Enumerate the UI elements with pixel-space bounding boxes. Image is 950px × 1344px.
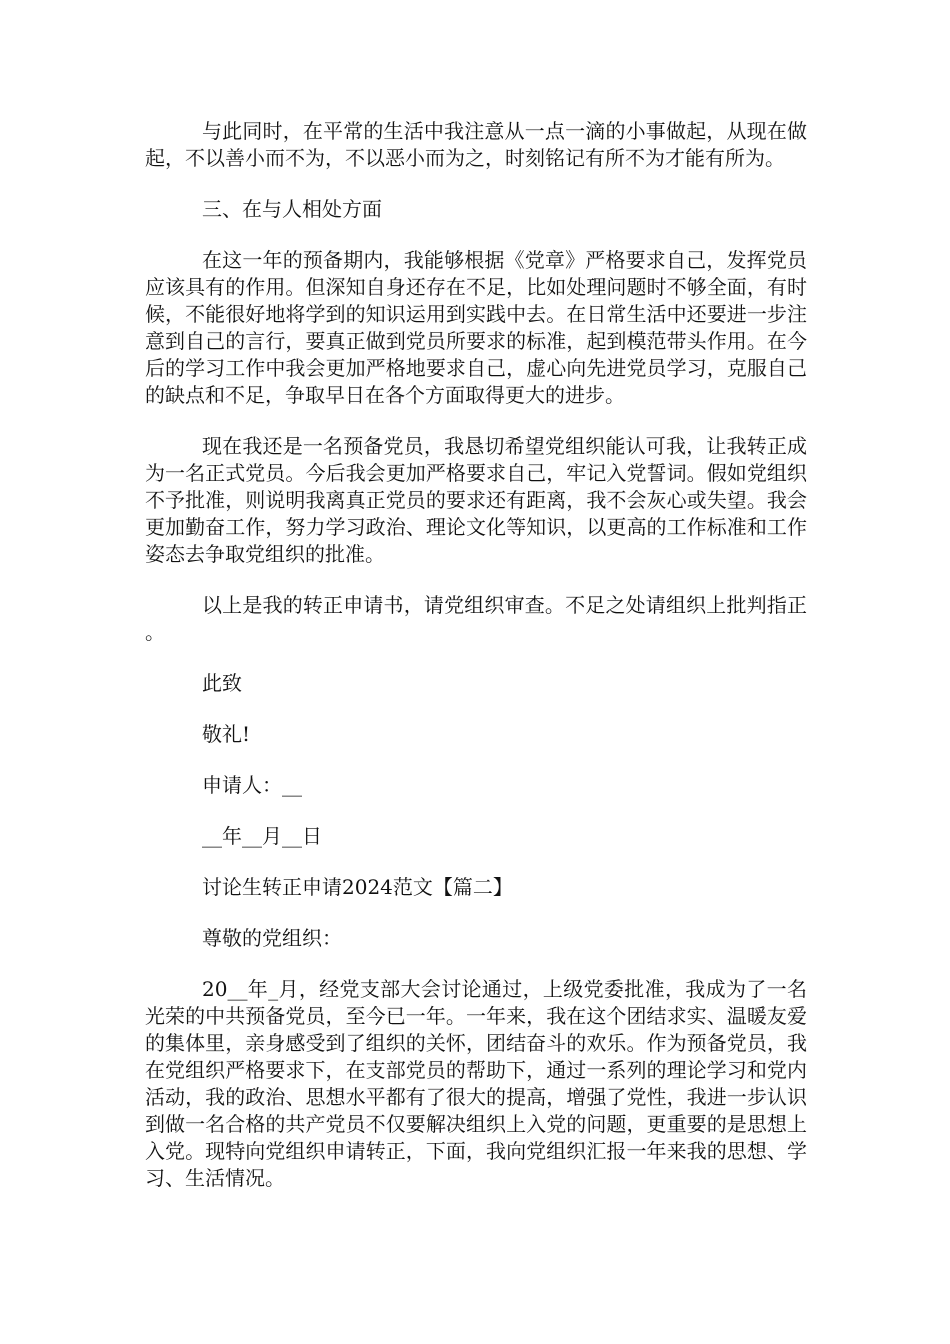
paragraph-conclusion: 以上是我的转正申请书，请党组织审查。不足之处请组织上批判指正。 (145, 593, 807, 644)
paragraph-probation-review: 在这一年的预备期内，我能够根据《党章》严格要求自己，发挥党员应该具有的作用。但深知自身还存在不足，比如处理问题时不够全面，有时候，不能很好地将学到的知识运用到实践中去。在日常生活中还要进一步注意到自己的言行，要真正做到党员所要求的标准，起到模范带头作用。在今后的学习工作中我会更加严格地要求自己，虚心向先进党员学习，克服自己的缺点和不足，争取早日在各个方面取得更大的进步。 (145, 248, 807, 407)
salutation: 尊敬的党组织： (202, 926, 342, 950)
applicant-line: 申请人：__ (202, 773, 302, 797)
closing-respectfully: 此致 (202, 671, 242, 695)
section-heading-interpersonal: 三、在与人相处方面 (202, 197, 382, 221)
paragraph-daily-conduct: 与此同时，在平常的生活中我注意从一点一滴的小事做起，从现在做起，不以善小而不为，不以恶小而为之，时刻铭记有所不为才能有所为。 (145, 119, 807, 170)
paragraph-request-approval: 现在我还是一名预备党员，我恳切希望党组织能认可我，让我转正成为一名正式党员。今后我会更加严格要求自己，牢记入党誓词。假如党组织不予批准，则说明我离真正党员的要求还有距离，我不会灰心或失望。我会更加勤奋工作，努力学习政治、理论文化等知识，以更高的工作标准和工作姿态去争取党组织的批准。 (145, 434, 807, 566)
paragraph-intro-part-two: 20__年_月，经党支部大会讨论通过，上级党委批准，我成为了一名光荣的中共预备党员，至今已一年。一年来，我在这个团结求实、温暖友爱的集体里，亲身感受到了组织的关怀，团结奋斗的欢乐。作为预备党员，我在党组织严格要求下，在支部党员的帮助下，通过一系列的理论学习和党内活动，我的政治、思想水平都有了很大的提高，增强了党性，我进一步认识到做一名合格的共产党员不仅要解决组织上入党的问题，更重要的是思想上入党。现特向党组织申请转正，下面，我向党组织汇报一年来我的思想、学习、生活情况。 (145, 977, 807, 1190)
date-line: __年__月__日 (202, 824, 322, 848)
section-title-part-two: 讨论生转正申请2024范文【篇二】 (202, 875, 513, 899)
closing-salute: 敬礼! (202, 722, 251, 746)
document-page (145, 118, 807, 1216)
